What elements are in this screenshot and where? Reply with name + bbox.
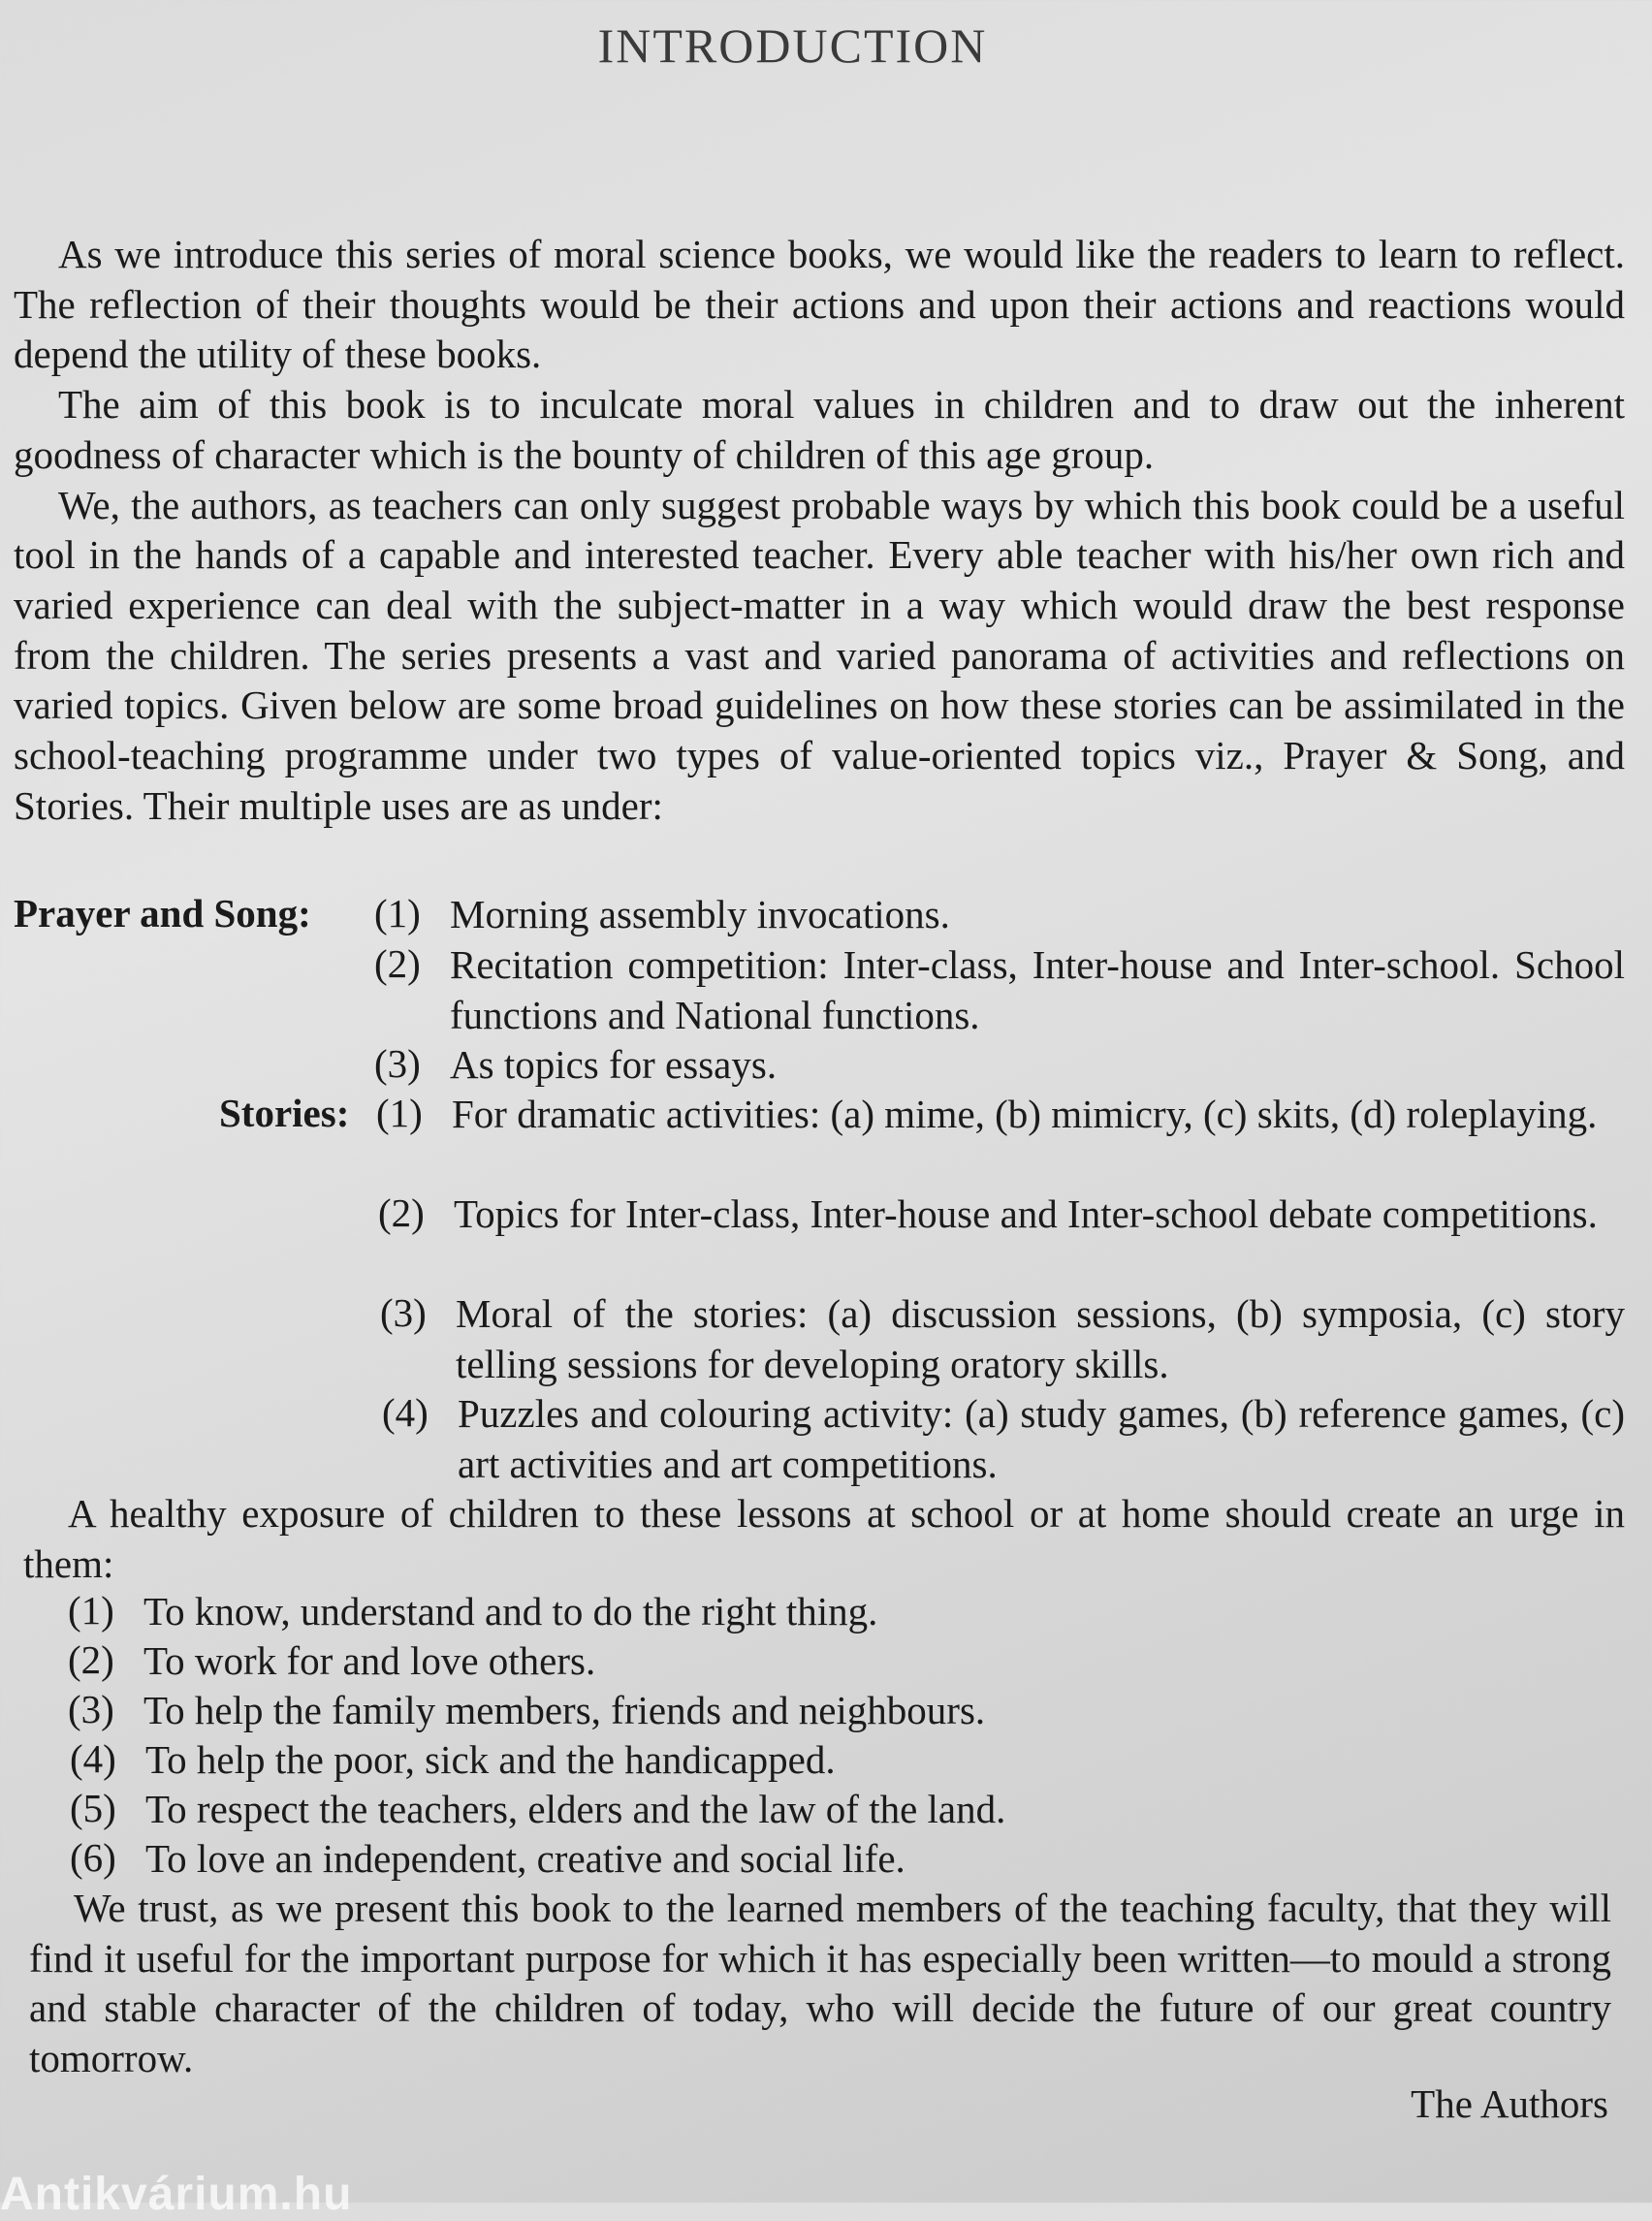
closing-paragraph: We trust, as we present this book to the learned members of the teaching faculty, that they will find it useful for the important purpose for which it has especially been written—to mould a strong and stable character of the children of today, who will decide the future of our great country tomorrow. <box>29 1886 1611 2081</box>
urge-number: (5) <box>70 1786 116 1830</box>
stories-item <box>454 1190 1625 1240</box>
urge-text: To help the poor, sick and the handicapped. <box>145 1737 836 1782</box>
exposure-body <box>23 1489 1625 1589</box>
stories-item-text: Topics for Inter-class, Inter-house and Inter-school debate competitions. <box>454 1191 1598 1236</box>
stories-item-number: (4) <box>382 1390 429 1435</box>
stories-label: Stories: <box>219 1091 350 1135</box>
stories-item-text: Puzzles and colouring activity: (a) study games, (b) reference games, (c) art activities and art competitions. <box>458 1391 1625 1486</box>
stories-item <box>458 1389 1625 1489</box>
urge-text: To know, understand and to do the right thing. <box>143 1589 878 1634</box>
urge-text: To respect the teachers, elders and the law of the land. <box>145 1787 1006 1831</box>
stories-item <box>456 1289 1625 1389</box>
urge-text: To help the family members, friends and neighbours. <box>143 1688 986 1732</box>
prayer-item <box>450 1040 1625 1091</box>
prayer-and-song-label: Prayer and Song: <box>14 891 311 936</box>
page-title: INTRODUCTION <box>597 18 988 73</box>
prayer-item <box>450 940 1625 1040</box>
prayer-item-number: (1) <box>374 891 421 936</box>
exposure-paragraph: A healthy exposure of children to these lessons at school or at home should create an urge in them: <box>23 1491 1625 1586</box>
intro-paragraph: We, the authors, as teachers can only suggest probable ways by which this book could be a useful tool in the hands of a capable and interested teacher. Every able teacher with his/her own rich and varied experience can deal with the subject-matter in a way which would draw the best response from the children. The series presents a vast and varied panorama of activities and reflections on varied topics. Given below are some broad guidelines on how these stories can be assimilated in the school-teaching programme under two types of value-oriented topics viz., Prayer & Song, and Stories. Their multiple uses are as under: <box>14 482 1625 828</box>
stories-item-number: (1) <box>376 1091 423 1135</box>
urge-number: (1) <box>68 1588 114 1633</box>
stories-item <box>452 1090 1625 1140</box>
prayer-item-text: Recitation competition: Inter-class, Inter-house and Inter-school. School functions and National functions. <box>450 942 1625 1037</box>
stories-item-number: (3) <box>380 1290 427 1335</box>
urge-number: (2) <box>68 1637 114 1682</box>
urge-text: To love an independent, creative and social life. <box>145 1836 905 1881</box>
urge-text: To work for and love others. <box>143 1638 596 1683</box>
prayer-item-text: Morning assembly invocations. <box>450 892 950 936</box>
prayer-item-number: (2) <box>374 941 421 986</box>
closing-body <box>29 1884 1611 2084</box>
urge-number: (3) <box>68 1687 114 1731</box>
signature: The Authors <box>1411 2081 1608 2126</box>
stories-item-text: Moral of the stories: (a) discussion sessions, (b) symposia, (c) story telling sessions for developing oratory skills. <box>456 1291 1625 1386</box>
intro-body <box>14 230 1625 831</box>
intro-paragraph: The aim of this book is to inculcate moral values in children and to draw out the inherent goodness of character which is the bounty of children of this age group. <box>14 382 1625 477</box>
intro-paragraph: As we introduce this series of moral science books, we would like the readers to learn to reflect. The reflection of their thoughts would be their actions and upon their actions and reactions would depend the utility of these books. <box>14 232 1625 377</box>
urge-number: (6) <box>70 1835 116 1880</box>
prayer-item-text: As topics for essays. <box>450 1042 778 1087</box>
stories-item-text: For dramatic activities: (a) mime, (b) mimicry, (c) skits, (d) roleplaying. <box>452 1092 1598 1136</box>
prayer-item <box>450 890 1625 940</box>
urge-number: (4) <box>70 1736 116 1781</box>
watermark-text: Antikvárium.hu <box>0 2169 353 2220</box>
stories-item-number: (2) <box>378 1190 425 1235</box>
prayer-item-number: (3) <box>374 1041 421 1086</box>
